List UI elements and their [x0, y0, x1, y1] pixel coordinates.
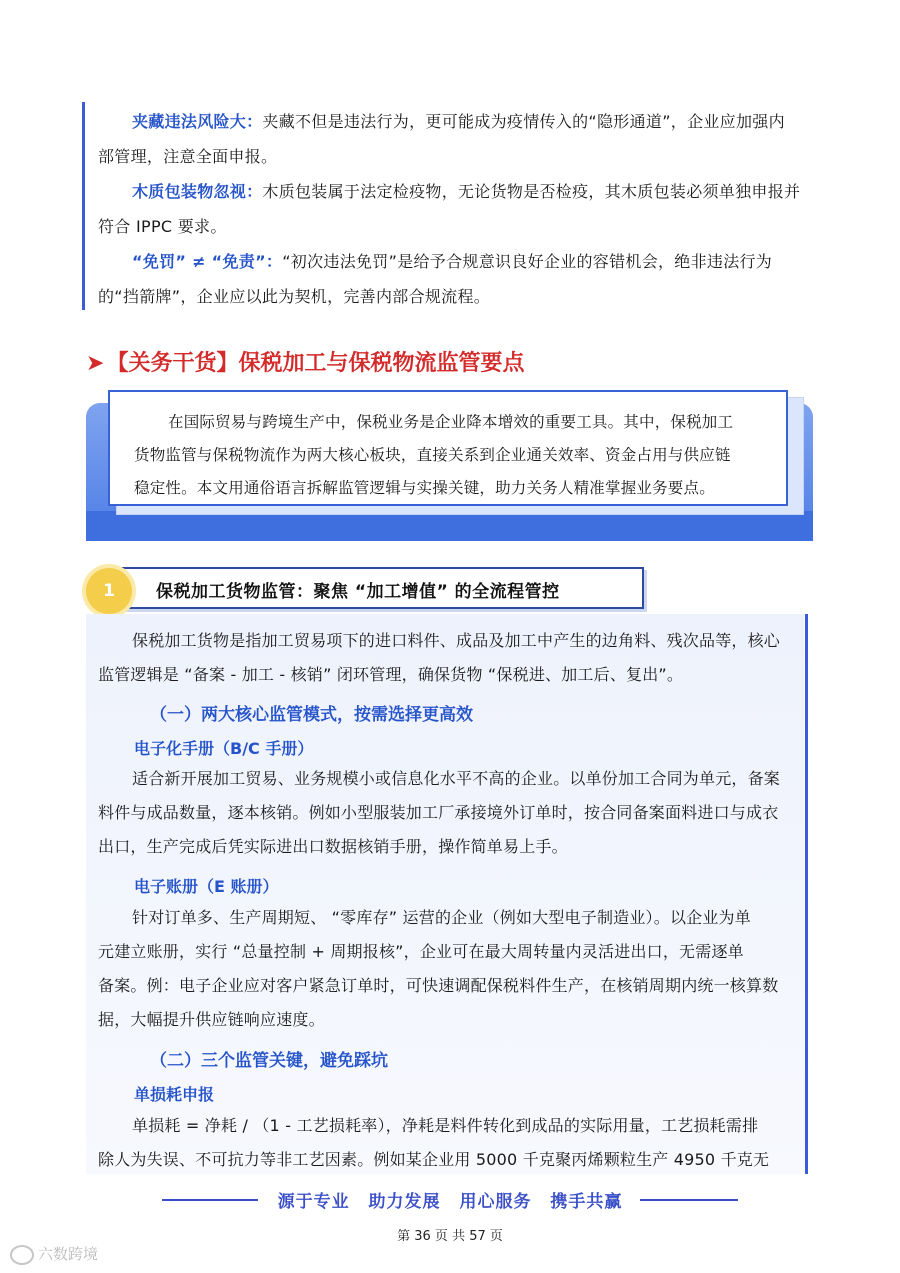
notice-item-2	[98, 174, 816, 244]
logo-icon	[10, 1245, 34, 1265]
slogan-item: 携手共赢	[550, 1192, 623, 1212]
mode-heading-2: 电子账册（E 账册）	[134, 877, 279, 896]
intro-line: 稳定性。本文用通俗语言拆解监管逻辑与实操关键，助力关务人精准掌握业务要点。	[134, 479, 715, 497]
intro-box	[108, 390, 788, 506]
slogan-item: 源于专业	[277, 1192, 350, 1212]
intro-line: 货物监管与保税物流作为两大核心板块，直接关系到企业通关效率、资金占用与供应链	[134, 446, 731, 464]
slogan-item: 用心服务	[459, 1192, 532, 1212]
paragraph-4: 单损耗 = 净耗 / （1 - 工艺损耗率），净耗是料件转化到成品的实际用量，工艺损耗需排 除人为失误、不可抗力等非工艺因素。例如某企业用 5000 千克聚丙烯颗粒生产 4950 千克无	[98, 1116, 770, 1169]
item-title: 保税加工货物监管：聚焦 “加工增值” 的全流程管控	[156, 582, 560, 602]
notice-item-1	[98, 104, 816, 174]
notice-label: 木质包装物忽视：	[132, 182, 263, 201]
paragraph-3: 针对订单多、生产周期短、 “零库存” 运营的企业（例如大型电子制造业）。以企业为单 元建立账册，实行 “总量控制 + 周期报核”，企业可在最大周转量内灵活进出口，无需逐单 备案。例：电子企业应对客户紧急订单时，可快速调配保税料件生产，在核销周期内统一核算数 据，大幅提升供应链响应速度。	[98, 908, 779, 1029]
footer-slogan	[0, 1187, 900, 1212]
page-number: 第 36 页 共 57 页	[397, 1229, 503, 1244]
right-accent-bar	[805, 614, 808, 1174]
subsection-heading-1: （一）两大核心监管模式，按需选择更高效	[150, 705, 473, 725]
paragraph-1: 保税加工货物是指加工贸易项下的进口料件、成品及加工中产生的边角料、残次品等，核心 监管逻辑是 “备案 - 加工 - 核销” 闭环管理，确保货物 “保税进、加工后、复出”。	[98, 631, 781, 684]
mode-heading-1: 电子化手册（B/C 手册）	[134, 739, 314, 758]
item-number-badge: 1	[86, 568, 132, 614]
notice-text-cont: 部管理，注意全面申报。	[98, 147, 278, 166]
notice-item-3	[98, 244, 816, 314]
paragraph-2: 适合新开展加工贸易、业务规模小或信息化水平不高的企业。以单份加工合同为单元，备案 料件与成品数量，逐本核销。例如小型服装加工厂承接境外订单时，按合同备案面料进口与成衣 出口，生产完成后凭实际进出口数据核销手册，操作简单易上手。	[98, 769, 781, 856]
logo-text: 六数跨境	[38, 1245, 99, 1263]
subsection-heading-2: （二）三个监管关键，避免踩坑	[150, 1051, 388, 1071]
section-heading-text: 【关务干货】保税加工与保税物流监管要点	[106, 351, 525, 376]
brand-logo	[10, 1243, 98, 1265]
notice-label: 夹藏违法风险大：	[132, 112, 263, 131]
item-header	[120, 567, 644, 609]
notice-label: “免罚” ≠ “免责”：	[132, 252, 283, 271]
slogan-item: 助力发展	[368, 1192, 441, 1212]
notice-text: 夹藏不但是违法行为，更可能成为疫情传入的“隐形通道”，企业应加强内	[262, 112, 785, 131]
notice-text: 木质包装属于法定检疫物，无论货物是否检疫，其木质包装必须单独申报并	[262, 182, 801, 201]
chevron-right-icon: ➤	[86, 351, 105, 376]
notice-text: “初次违法免罚”是给予合规意识良好企业的容错机会，绝非违法行为	[282, 252, 773, 271]
notice-text-cont: 符合 IPPC 要求。	[98, 217, 227, 236]
section-heading	[86, 346, 524, 377]
notice-text-cont: 的“挡箭牌”，企业应以此为契机，完善内部合规流程。	[98, 287, 491, 306]
intro-line: 在国际贸易与跨境生产中，保税业务是企业降本增效的重要工具。其中，保税加工	[168, 413, 734, 431]
left-accent-bar	[82, 102, 85, 310]
key-heading-1: 单损耗申报	[134, 1085, 215, 1104]
